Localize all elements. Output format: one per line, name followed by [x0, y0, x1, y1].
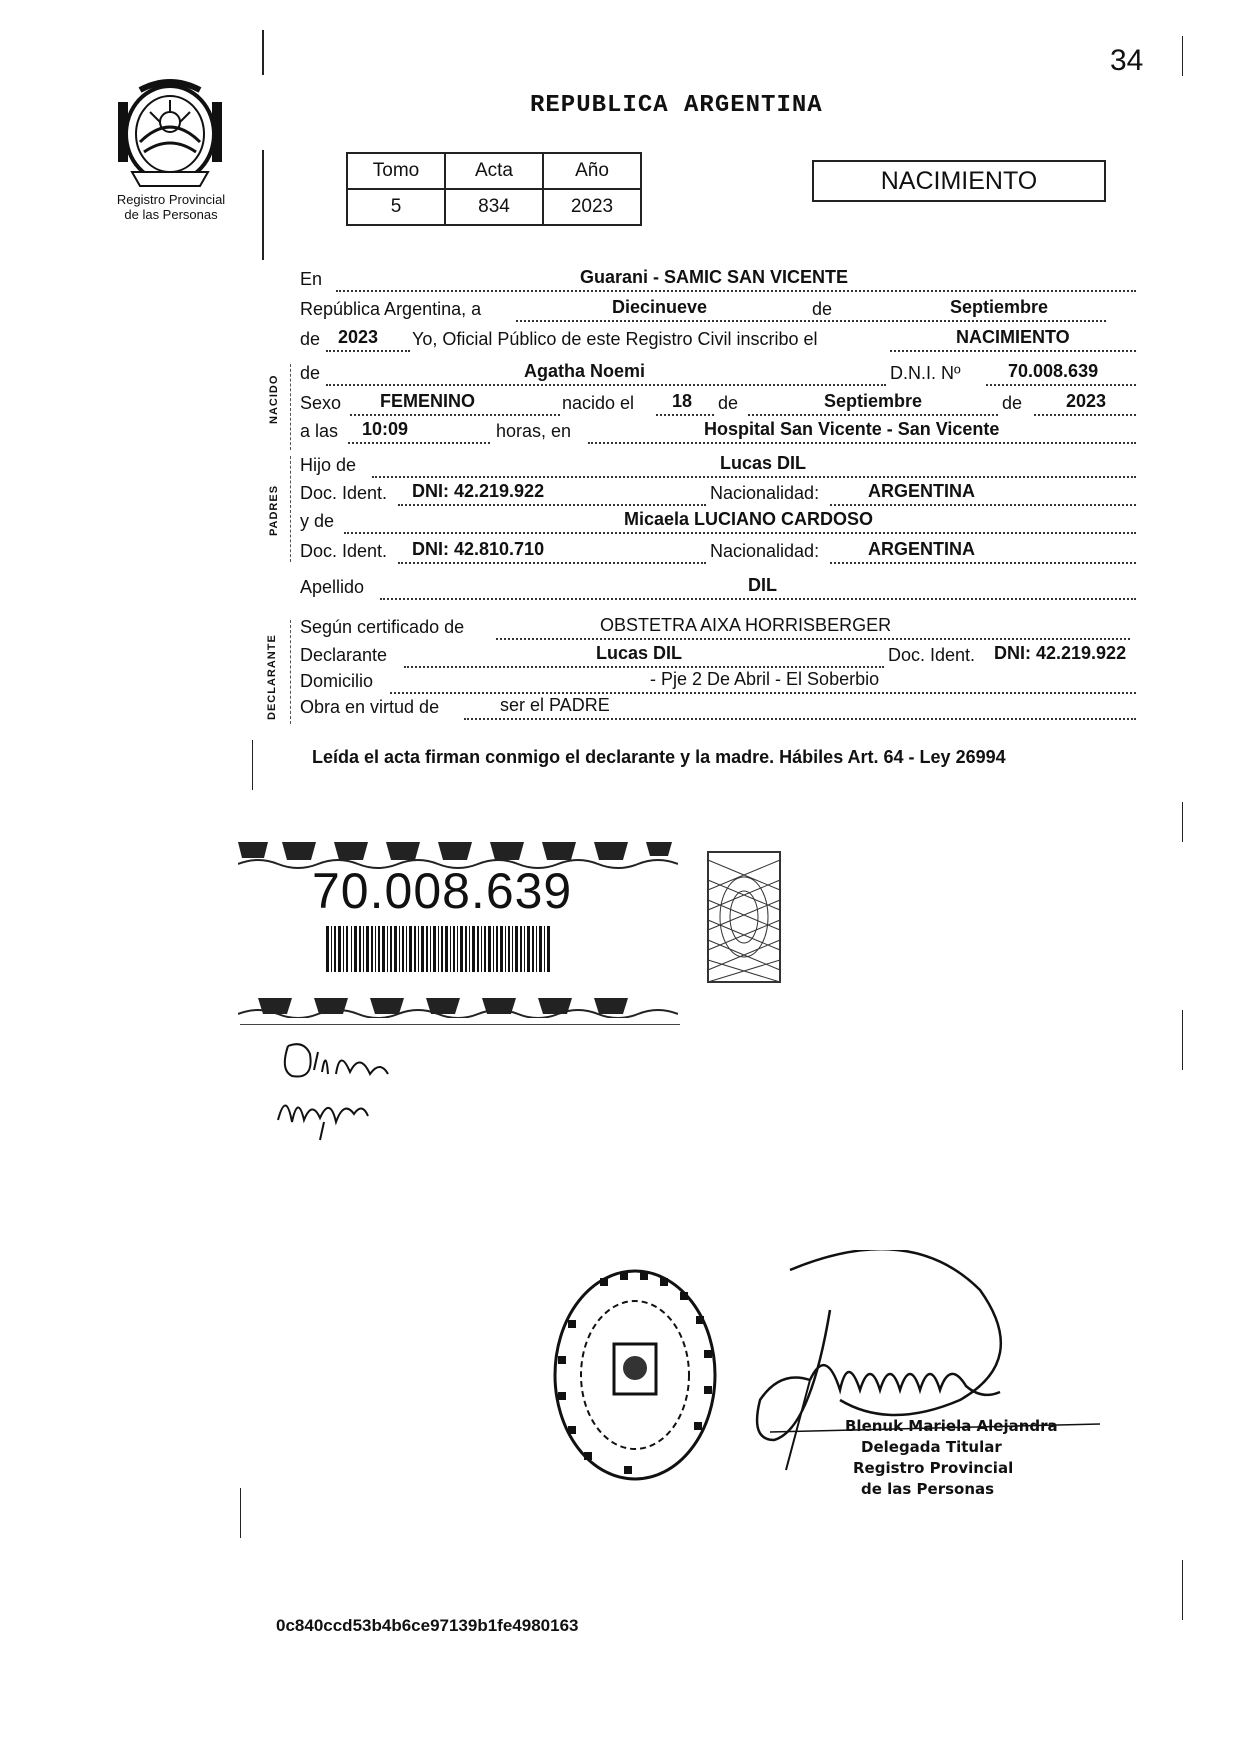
- value-father-dni: DNI: 42.219.922: [412, 481, 545, 501]
- value-child-name: Agatha Noemi: [524, 361, 646, 381]
- row-mother: [300, 504, 1150, 534]
- record-type-box: NACIMIENTO: [812, 160, 1106, 202]
- page-number: 34: [1110, 44, 1144, 77]
- value-address: - Pje 2 De Abril - El Soberbio: [650, 669, 880, 689]
- read-and-sign-text: Leída el acta firman conmigo el declarante y la madre. Hábiles Art. 64 - Ley 26994: [312, 747, 1006, 767]
- margin-rule: [252, 740, 253, 790]
- row-reason: [300, 690, 1150, 720]
- value-ano: 2023: [543, 189, 641, 225]
- province-coat-of-arms-logo: [110, 72, 230, 192]
- label-segun: Según certificado de: [300, 617, 465, 637]
- label-nacionalidad: Nacionalidad:: [710, 483, 820, 503]
- label-a-las: a las: [300, 421, 339, 441]
- row-father: [300, 448, 1150, 478]
- value-record: NACIMIENTO: [956, 327, 1070, 347]
- margin-rule: [1182, 802, 1183, 842]
- document-hash: 0c840ccd53b4b6ce97139b1fe4980163: [276, 1616, 579, 1635]
- label-declarante: Declarante: [300, 645, 388, 665]
- header-acta: Acta: [445, 153, 543, 189]
- value-hospital: Hospital San Vicente - San Vicente: [704, 419, 1000, 439]
- side-label-nacido: NACIDO: [268, 374, 280, 424]
- label-domicilio: Domicilio: [300, 671, 374, 691]
- official-seal: [540, 1260, 730, 1490]
- row-name: [300, 356, 1150, 386]
- label-republica: República Argentina, a: [300, 299, 482, 319]
- margin-rule: [262, 30, 264, 75]
- label-y-de: y de: [300, 511, 335, 531]
- label-de: de: [1002, 393, 1023, 413]
- value-year: 2023: [338, 327, 379, 347]
- row-time-place: [300, 414, 1150, 444]
- label-doc: Doc. Ident.: [300, 541, 388, 561]
- value-month: Septiembre: [950, 297, 1049, 317]
- label-de: de: [300, 363, 321, 383]
- value-sexo: FEMENINO: [380, 391, 476, 411]
- row-certifier: [300, 610, 1150, 640]
- label-hijo: Hijo de: [300, 455, 357, 475]
- label-obra: Obra en virtud de: [300, 697, 440, 717]
- margin-rule: [240, 1488, 241, 1538]
- bracket-nacido: [290, 364, 291, 450]
- value-mother-dni: DNI: 42.810.710: [412, 539, 545, 559]
- label-apellido: Apellido: [300, 577, 365, 597]
- value-father: Lucas DIL: [720, 453, 807, 473]
- margin-rule: [1182, 1560, 1183, 1620]
- margin-rule: [1182, 36, 1183, 76]
- label-de: de: [812, 299, 833, 319]
- row-place: [300, 262, 1150, 292]
- label-doc: Doc. Ident.: [888, 645, 976, 665]
- value-surname: DIL: [748, 575, 777, 595]
- label-dni: D.N.I. Nº: [890, 363, 961, 383]
- value-tomo: 5: [347, 189, 445, 225]
- value-place: Guarani - SAMIC SAN VICENTE: [580, 267, 849, 287]
- divider: [240, 1024, 680, 1025]
- bracket-declarante: [290, 620, 291, 724]
- document-title: REPUBLICA ARGENTINA: [530, 92, 823, 119]
- signer-office-1: Registro Provincial: [853, 1459, 1014, 1477]
- bracket-padres: [290, 456, 291, 562]
- value-birth-month: Septiembre: [824, 391, 923, 411]
- value-declarant: Lucas DIL: [596, 643, 683, 663]
- signer-name: Blenuk Mariela Alejandra: [845, 1417, 1058, 1435]
- row-date: [300, 292, 1150, 322]
- row-mother-doc: [300, 534, 1150, 564]
- label-de: de: [718, 393, 739, 413]
- value-certifier: OBSTETRA AIXA HORRISBERGER: [600, 615, 892, 635]
- header-tomo: Tomo: [347, 153, 445, 189]
- side-label-padres: PADRES: [268, 484, 280, 536]
- label-nacido: nacido el: [562, 393, 635, 413]
- label-de: de: [300, 329, 321, 349]
- value-day: Diecinueve: [612, 297, 708, 317]
- value-acta: 834: [445, 189, 543, 225]
- row-surname: [300, 570, 1150, 600]
- issuer-line-2: de las Personas: [124, 207, 218, 222]
- row-officer: [300, 322, 1150, 352]
- officer-text: Yo, Oficial Público de este Registro Civil inscribo el: [412, 329, 818, 349]
- issuer-line-1: Registro Provincial: [116, 192, 226, 207]
- signer-office-2: de las Personas: [861, 1480, 995, 1498]
- label-doc: Doc. Ident.: [300, 483, 388, 503]
- label-horas: horas, en: [496, 421, 572, 441]
- barcode: [326, 926, 550, 972]
- label-en: En: [300, 269, 323, 289]
- value-declarant-dni: DNI: 42.219.922: [994, 643, 1127, 663]
- margin-rule: [262, 150, 264, 260]
- header-ano: Año: [543, 153, 641, 189]
- handwritten-signatures: [270, 1040, 430, 1150]
- row-sex-birth: [300, 386, 1150, 416]
- value-birth-day: 18: [672, 391, 693, 411]
- value-mother: Micaela LUCIANO CARDOSO: [624, 509, 874, 529]
- dni-number-large: 70.008.639: [312, 863, 573, 919]
- side-label-declarante: DECLARANTE: [266, 634, 278, 720]
- signer-block: [845, 1416, 1058, 1500]
- value-mother-nat: ARGENTINA: [868, 539, 975, 559]
- reference-table: [346, 152, 642, 226]
- value-child-dni: 70.008.639: [1008, 361, 1099, 381]
- value-reason: ser el PADRE: [500, 695, 610, 715]
- security-hologram: [706, 850, 782, 984]
- value-birth-year: 2023: [1066, 391, 1107, 411]
- row-father-doc: [300, 476, 1150, 506]
- value-time: 10:09: [362, 419, 409, 439]
- margin-rule: [1182, 1010, 1183, 1070]
- value-father-nat: ARGENTINA: [868, 481, 975, 501]
- label-nacionalidad: Nacionalidad:: [710, 541, 820, 561]
- issuer-name: [96, 192, 246, 222]
- label-sexo: Sexo: [300, 393, 342, 413]
- signer-role: Delegada Titular: [861, 1438, 1002, 1456]
